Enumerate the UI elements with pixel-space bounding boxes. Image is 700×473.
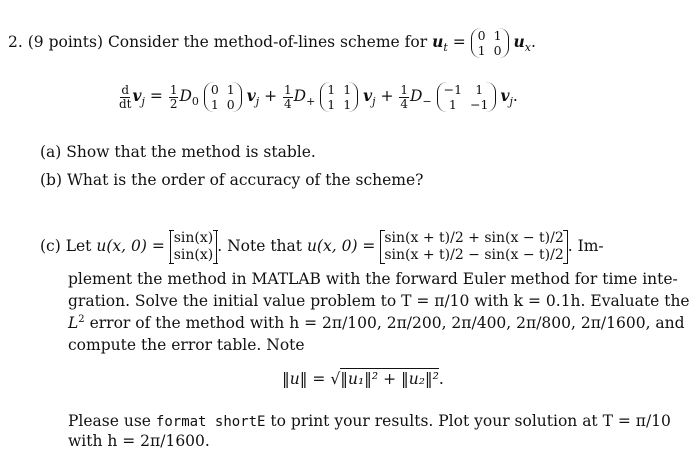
pde-lhs: u: [432, 32, 444, 51]
part-c-line-4-text: error of the method with h = 2π/100, 2π/200, 2π/400, 2π/800, 2π/1600, and: [84, 314, 685, 333]
pde-eq: =: [452, 33, 466, 51]
problem-intro: Consider the method-of-lines scheme for: [107, 33, 428, 51]
quarter-fraction: [399, 84, 409, 111]
v-sub: j: [255, 95, 260, 109]
ddt-num: d: [121, 82, 130, 97]
part-c-u0b: u(x, 0) =: [306, 237, 376, 255]
format-command: format shortE: [155, 414, 266, 430]
vector-entry: sin(x + t)/2 − sin(x − t)/2: [384, 247, 564, 263]
scheme-matrix-3: [437, 82, 496, 112]
part-b-label: (b): [40, 171, 63, 189]
pde-matrix-cell: 0: [493, 43, 502, 58]
scheme-matrix-1: [204, 82, 242, 112]
matrix-cell: 1: [226, 82, 235, 97]
half-fraction: [169, 84, 179, 111]
matrix-cell: 1: [327, 97, 336, 112]
pde-matrix: [471, 28, 509, 58]
matrix-cell: −1: [470, 97, 489, 112]
pde-matrix-cell: 1: [493, 28, 502, 43]
quarter-den: 4: [284, 96, 292, 111]
l2-symbol: L: [68, 314, 79, 333]
plus-sign: +: [264, 87, 278, 105]
matrix-cell: 1: [475, 82, 484, 97]
l2-sup: 2: [78, 314, 85, 325]
quarter-num: 1: [400, 82, 409, 97]
exact-solution-vector: [380, 230, 567, 264]
final-instruction-line-2: with h = 2π/1600.: [68, 432, 210, 450]
norm-definition: [282, 370, 444, 388]
final-a: Please use: [68, 412, 151, 430]
matrix-cell: −1: [443, 82, 463, 97]
pde-rhs: u: [513, 32, 525, 51]
final-b: to print your results. Plot your solution at T = π/10: [270, 412, 671, 430]
dminus-operator: D: [410, 87, 423, 105]
half-num: 1: [169, 82, 178, 97]
part-c-line-1: [40, 230, 604, 264]
scheme-end: .: [512, 87, 518, 105]
v-symbol: v: [500, 86, 510, 105]
vector-entry: sin(x + t)/2 + sin(x − t)/2: [384, 230, 564, 246]
problem-statement: [8, 28, 536, 58]
quarter-num: 1: [284, 82, 292, 97]
matrix-cell: 1: [343, 97, 352, 112]
scheme-matrix-2: [320, 82, 358, 112]
final-instruction-line-1: [68, 412, 671, 430]
sqrt-icon: √: [330, 370, 341, 388]
matrix-cell: 0: [226, 97, 235, 112]
problem-number: 2.: [8, 33, 23, 51]
part-c-label: (c): [40, 237, 61, 255]
matrix-cell: 0: [210, 82, 219, 97]
part-b: [40, 171, 423, 189]
part-c-line-2: plement the method in MATLAB with the forward Euler method for time inte-: [68, 270, 678, 288]
v-sub: j: [372, 95, 376, 109]
quarter-fraction: [283, 84, 293, 111]
part-c-line-5: compute the error table. Note: [68, 336, 305, 354]
part-b-text: What is the order of accuracy of the scheme?: [66, 171, 424, 189]
matrix-cell: 1: [343, 82, 352, 97]
pde-end: .: [530, 33, 536, 51]
dplus-operator: D: [293, 87, 307, 105]
norm-end: .: [438, 370, 444, 388]
part-a: [40, 143, 316, 161]
initial-vector: [170, 230, 218, 264]
plus-sign: +: [380, 87, 394, 105]
v-symbol: v: [363, 86, 373, 105]
v-sub: j: [141, 95, 145, 109]
pde-matrix-cell: 1: [477, 43, 486, 58]
part-a-text: Show that the method is stable.: [66, 143, 316, 161]
dplus-sub: +: [306, 95, 316, 109]
quarter-den: 4: [400, 96, 409, 111]
part-c-let: Let: [65, 237, 92, 255]
matrix-cell: 1: [327, 82, 336, 97]
v-sub: j: [509, 95, 513, 109]
norm-lhs: ‖u‖ =: [282, 370, 326, 388]
d0-sub: 0: [191, 95, 199, 109]
norm-rhs: ‖u₁‖² + ‖u₂‖²: [340, 370, 439, 388]
half-den: 2: [169, 96, 178, 111]
pde-rhs-sub: x: [524, 41, 531, 55]
part-c-line-4: [68, 314, 685, 332]
part-c-u0: u(x, 0) =: [96, 237, 165, 255]
ddt-fraction: [119, 84, 132, 111]
matrix-cell: 1: [448, 97, 457, 112]
vector-entry: sin(x): [173, 230, 214, 246]
part-c-line-3: gration. Solve the initial value problem to T = π/10 with k = 0.1h. Evaluate the: [68, 292, 690, 310]
vector-entry: sin(x): [173, 247, 214, 263]
part-a-label: (a): [40, 143, 62, 161]
part-c-im: . Im-: [567, 237, 604, 255]
v-symbol: v: [132, 86, 142, 105]
pde-matrix-cell: 0: [477, 28, 486, 43]
matrix-cell: 1: [210, 97, 219, 112]
problem-points: (9 points): [27, 33, 103, 51]
ddt-den: dt: [119, 96, 132, 111]
scheme-eq: =: [149, 87, 163, 105]
scheme-equation: [118, 82, 518, 112]
dminus-sub: −: [422, 95, 432, 109]
d0-operator: D: [179, 87, 192, 105]
pde-lhs-sub: t: [443, 41, 448, 55]
part-c-note: . Note that: [217, 237, 303, 255]
v-symbol: v: [246, 86, 256, 105]
